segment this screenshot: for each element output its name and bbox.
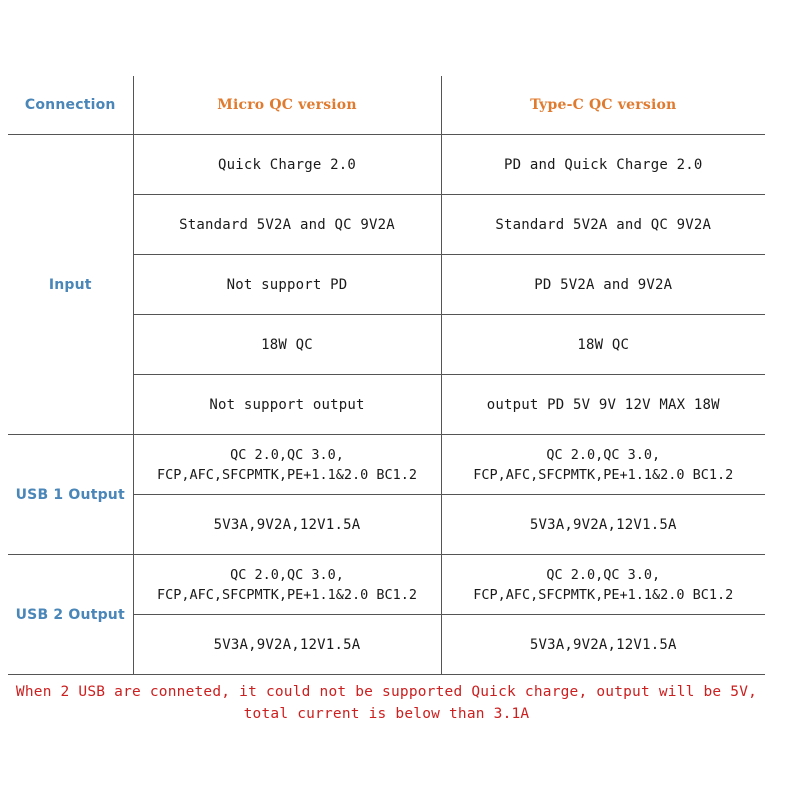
header-connection: Connection (8, 76, 133, 135)
cell-micro: Standard 5V2A and QC 9V2A (133, 195, 441, 255)
cell-line: FCP,AFC,SFCPMTK,PE+1.1&2.0 BC1.2 (473, 466, 734, 483)
group-label-usb2: USB 2 Output (8, 555, 133, 675)
cell-typec: Standard 5V2A and QC 9V2A (441, 195, 765, 255)
cell-typec: 5V3A,9V2A,12V1.5A (441, 615, 765, 675)
header-micro-qc: Micro QC version (133, 76, 441, 135)
footnote-warning: When 2 USB are conneted, it could not be supported Quick charge, output will be 5V, total current is below than 3.1A (15, 684, 758, 722)
table-row (8, 435, 765, 495)
spec-table (8, 76, 765, 675)
cell-line: QC 2.0,QC 3.0, (230, 566, 344, 583)
group-label-input: Input (8, 135, 133, 435)
cell-typec: PD 5V2A and 9V2A (441, 255, 765, 315)
header-row (8, 76, 765, 135)
cell-line: FCP,AFC,SFCPMTK,PE+1.1&2.0 BC1.2 (156, 586, 418, 603)
cell-micro (133, 555, 441, 615)
cell-micro: Not support PD (133, 255, 441, 315)
cell-line: QC 2.0,QC 3.0, (546, 566, 661, 583)
cell-typec: 5V3A,9V2A,12V1.5A (441, 495, 765, 555)
table-row (8, 135, 765, 195)
cell-typec: PD and Quick Charge 2.0 (441, 135, 765, 195)
cell-micro: 5V3A,9V2A,12V1.5A (133, 495, 441, 555)
cell-typec: 18W QC (441, 315, 765, 375)
cell-micro: 5V3A,9V2A,12V1.5A (133, 615, 441, 675)
cell-micro (133, 435, 441, 495)
cell-line: FCP,AFC,SFCPMTK,PE+1.1&2.0 BC1.2 (156, 466, 418, 483)
table-row (8, 555, 765, 615)
cell-typec (441, 555, 765, 615)
header-typec-qc: Type-C QC version (441, 76, 765, 135)
cell-line: QC 2.0,QC 3.0, (546, 446, 661, 463)
cell-micro: Quick Charge 2.0 (133, 135, 441, 195)
cell-line: FCP,AFC,SFCPMTK,PE+1.1&2.0 BC1.2 (473, 586, 734, 603)
cell-line: QC 2.0,QC 3.0, (230, 446, 344, 463)
group-label-usb1: USB 1 Output (8, 435, 133, 555)
cell-micro: 18W QC (133, 315, 441, 375)
cell-typec: output PD 5V 9V 12V MAX 18W (441, 375, 765, 435)
cell-typec (441, 435, 765, 495)
cell-micro: Not support output (133, 375, 441, 435)
